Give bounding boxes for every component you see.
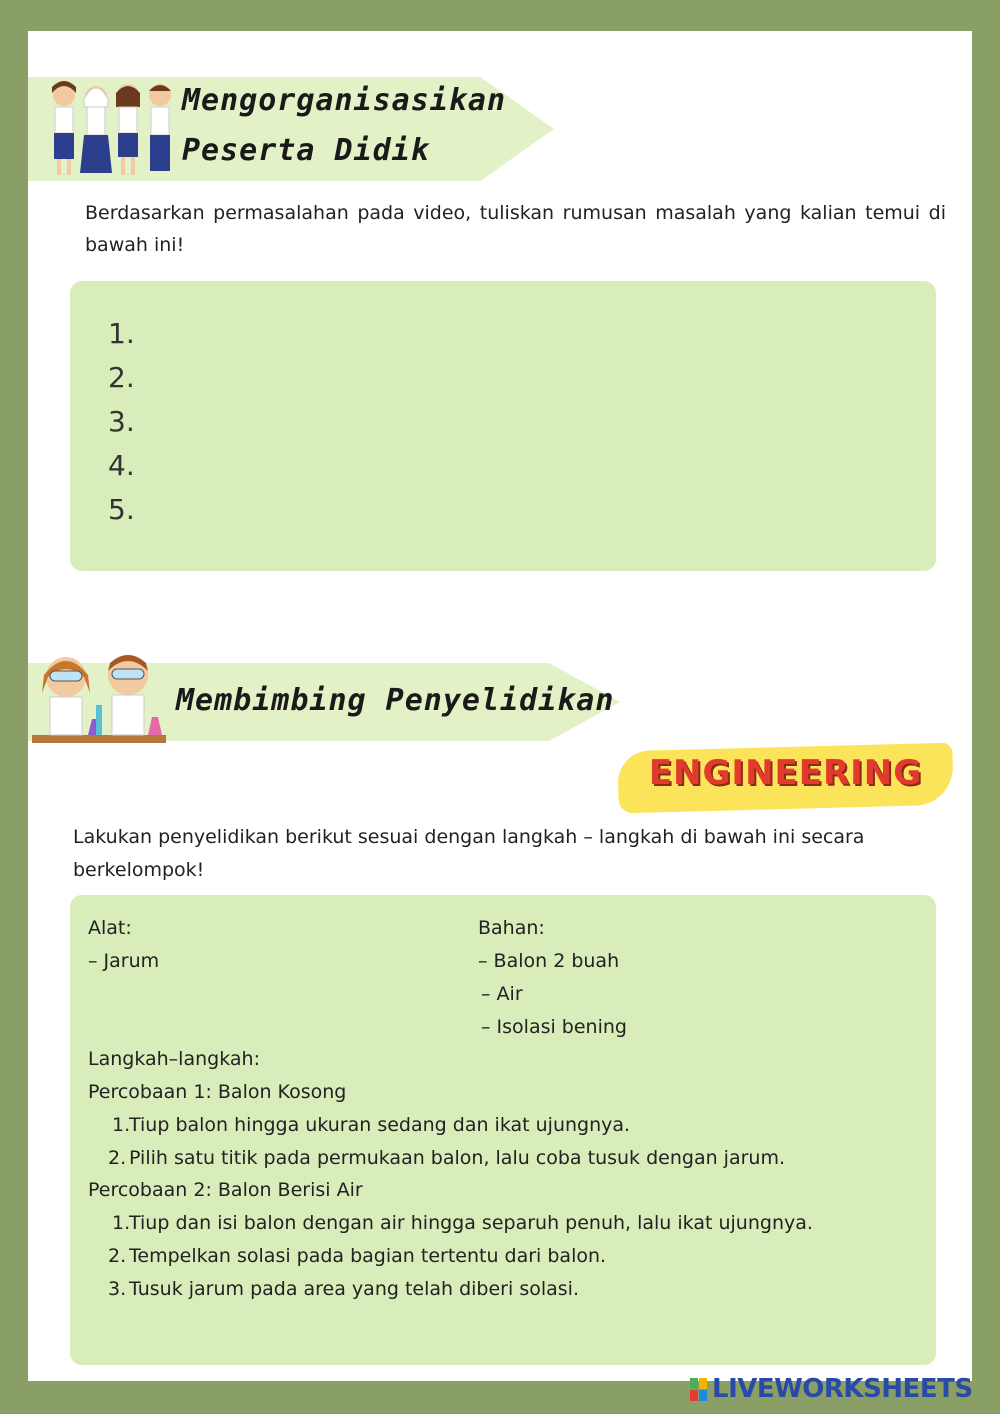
step-number: 2.: [108, 1147, 127, 1169]
step-text: Tiup dan isi balon dengan air hingga separuh penuh, lalu ikat ujungnya.: [129, 1212, 813, 1234]
bahan-item: – Isolasi bening: [481, 1016, 627, 1038]
engineering-badge-label: ENGINEERING: [648, 753, 923, 793]
worksheet-page: [28, 31, 972, 1381]
step-text: Pilih satu titik pada permukaan balon, lalu coba tusuk dengan jarum.: [129, 1147, 785, 1169]
answer-number: 5.: [108, 493, 135, 526]
step-text: Tiup balon hingga ukuran sedang dan ikat ujungnya.: [129, 1114, 631, 1136]
bahan-label: Bahan:: [478, 917, 545, 939]
answer-number-list: [108, 317, 135, 537]
step-number: 2.: [108, 1245, 127, 1267]
answer-number: 1.: [108, 317, 135, 350]
section1-title-line1: Mengorganisasikan: [182, 83, 507, 118]
alat-label: Alat:: [88, 917, 132, 939]
scientists-illustration: [32, 647, 166, 749]
bahan-item: – Balon 2 buah: [478, 950, 620, 972]
bahan-item: – Air: [481, 983, 523, 1005]
step-number: 1.: [112, 1114, 131, 1136]
section2-instruction: Lakukan penyelidikan berikut sesuai dengan langkah – langkah di bawah ini secara berkelompok!: [73, 826, 865, 881]
langkah-label: Langkah–langkah:: [88, 1048, 260, 1070]
percobaan2-title: Percobaan 2: Balon Berisi Air: [88, 1179, 363, 1201]
section2-title: Membimbing Penyelidikan: [176, 683, 615, 718]
step-text: Tempelkan solasi pada bagian tertentu dari balon.: [129, 1245, 607, 1267]
alat-item: – Jarum: [88, 950, 160, 972]
answer-box[interactable]: [70, 281, 936, 571]
liveworksheets-brand[interactable]: LIVEWORKSHEETS: [712, 1374, 973, 1404]
section1-title-line2: Peserta Didik: [182, 133, 430, 168]
answer-number: 2.: [108, 361, 135, 394]
answer-number: 4.: [108, 449, 135, 482]
section1-instruction: Berdasarkan permasalahan pada video, tuliskan rumusan masalah yang kalian temui di bawah ini!: [85, 202, 946, 256]
liveworksheets-logo-icon: [690, 1378, 708, 1402]
step-number: 3.: [108, 1278, 127, 1300]
answer-number: 3.: [108, 405, 135, 438]
percobaan1-title: Percobaan 1: Balon Kosong: [88, 1081, 347, 1103]
step-text: Tusuk jarum pada area yang telah diberi solasi.: [129, 1278, 579, 1300]
step-number: 1.: [112, 1212, 131, 1234]
students-illustration: [44, 77, 184, 181]
